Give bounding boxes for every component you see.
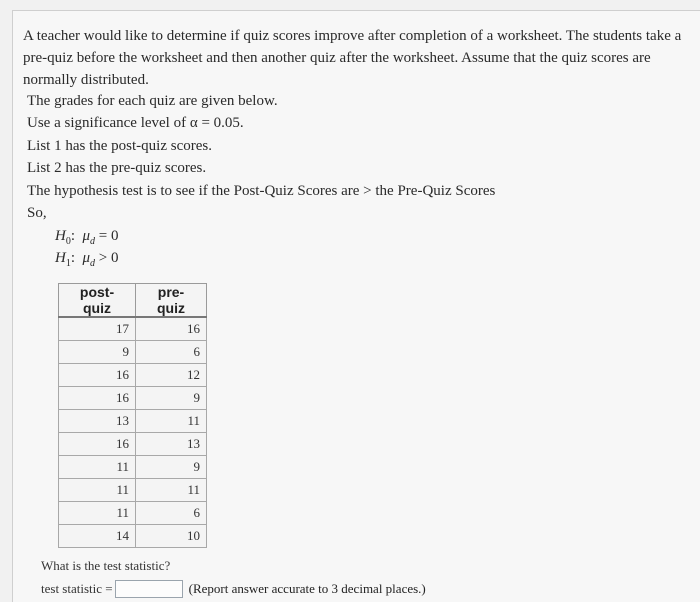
table-row: [59, 433, 207, 456]
alternative-hypothesis: $H_1$: $\mu_d > 0$: [55, 250, 119, 269]
hypothesis-statement: The hypothesis test is to see if the Post-Quiz Scores are > the Pre-Quiz Scores: [27, 183, 496, 199]
table-row: [59, 364, 207, 387]
question-prompt: What is the test statistic?: [41, 558, 171, 573]
test-statistic-label: test statistic =: [41, 581, 113, 596]
table-row: [59, 317, 207, 341]
pre-quiz-cell: 11: [136, 479, 207, 502]
post-quiz-cell: 17: [59, 317, 136, 341]
table-row: [59, 410, 207, 433]
precision-note: (Report answer accurate to 3 decimal places.): [188, 581, 426, 596]
header-post-quiz: post-quiz: [59, 284, 136, 318]
post-quiz-cell: 13: [59, 410, 136, 433]
post-quiz-cell: 16: [59, 387, 136, 410]
pre-quiz-cell: 9: [136, 456, 207, 479]
so-label: So,: [27, 205, 47, 221]
header-pre-quiz: pre-quiz: [136, 284, 207, 318]
grades-note: The grades for each quiz are given below.: [27, 93, 278, 109]
table-row: [59, 479, 207, 502]
post-quiz-cell: 16: [59, 433, 136, 456]
question-panel: [12, 10, 700, 602]
table-row: [59, 341, 207, 364]
table-row: [59, 387, 207, 410]
quiz-scores-table: [58, 283, 207, 548]
list1-description: List 1 has the post-quiz scores.: [27, 138, 212, 154]
post-quiz-cell: 14: [59, 525, 136, 548]
test-statistic-input[interactable]: [115, 580, 183, 598]
post-quiz-cell: 11: [59, 479, 136, 502]
post-quiz-cell: 9: [59, 341, 136, 364]
post-quiz-cell: 11: [59, 502, 136, 525]
pre-quiz-cell: 16: [136, 317, 207, 341]
post-quiz-cell: 16: [59, 364, 136, 387]
answer-row: [41, 578, 426, 600]
pre-quiz-cell: 10: [136, 525, 207, 548]
pre-quiz-cell: 12: [136, 364, 207, 387]
null-hypothesis: $H_0$: $\mu_d = 0$: [55, 228, 119, 247]
intro-text: A teacher would like to determine if quiz scores improve after completion of a worksheet. The students take a pre-quiz before the worksheet and then another quiz after the worksheet. Assume that the quiz scores are normally distributed.: [23, 28, 682, 88]
problem-intro: [23, 25, 695, 91]
pre-quiz-cell: 6: [136, 502, 207, 525]
pre-quiz-cell: 9: [136, 387, 207, 410]
table-row: [59, 525, 207, 548]
list2-description: List 2 has the pre-quiz scores.: [27, 160, 207, 176]
table-row: [59, 502, 207, 525]
table-header-row: [59, 284, 207, 318]
pre-quiz-cell: 6: [136, 341, 207, 364]
pre-quiz-cell: 11: [136, 410, 207, 433]
post-quiz-cell: 11: [59, 456, 136, 479]
pre-quiz-cell: 13: [136, 433, 207, 456]
table-row: [59, 456, 207, 479]
significance-level: Use a significance level of α = 0.05.: [27, 115, 244, 131]
